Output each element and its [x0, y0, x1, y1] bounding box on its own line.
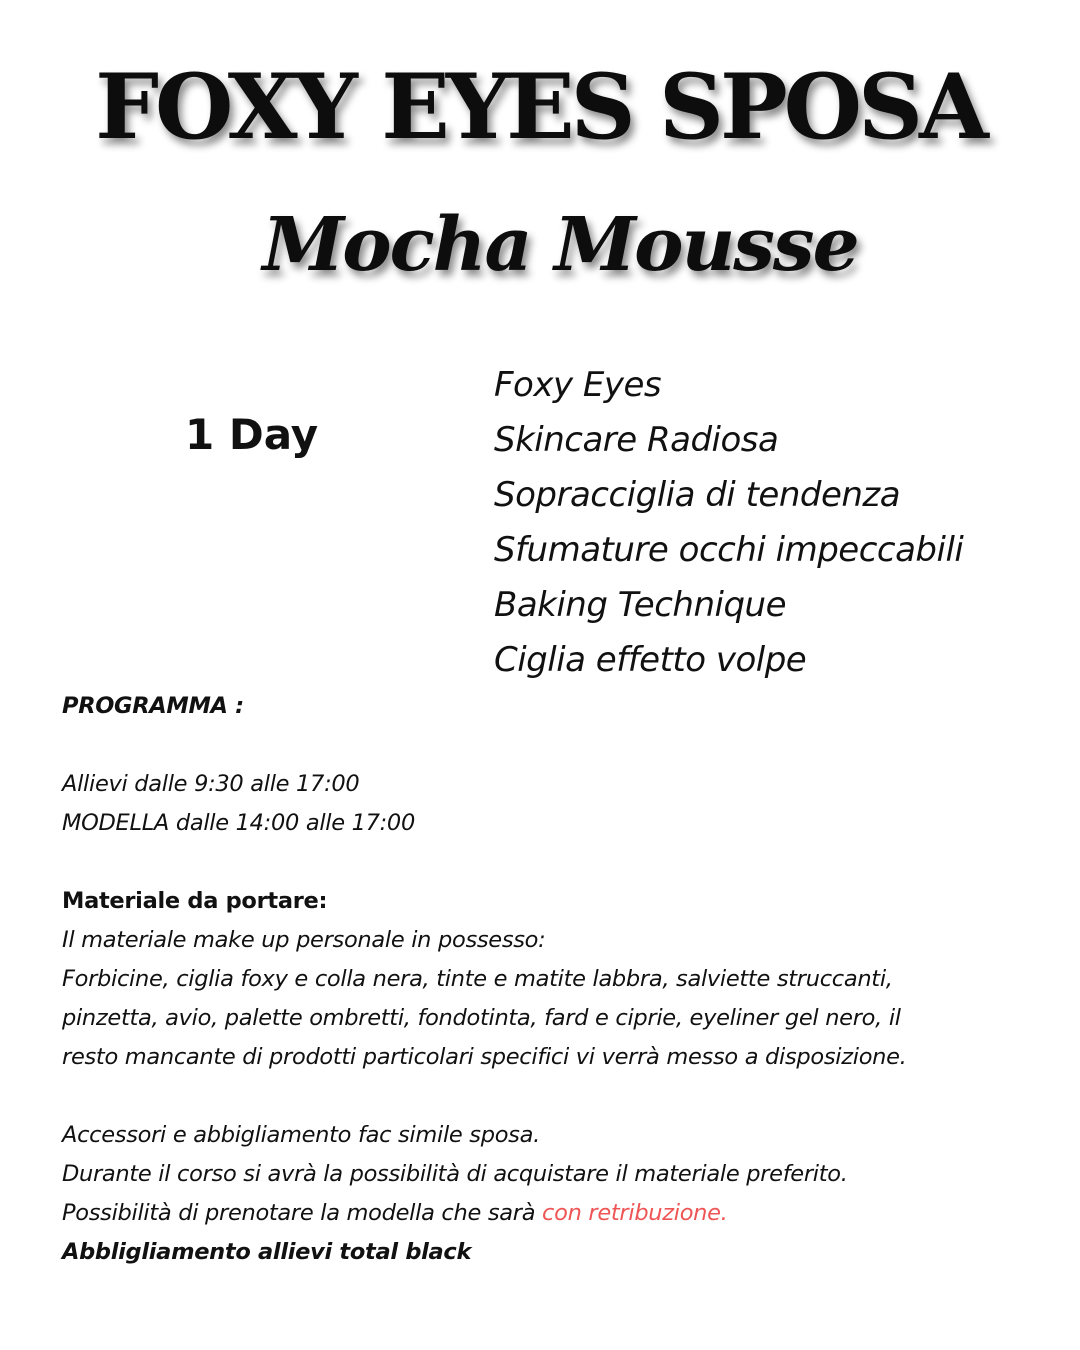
course-info: [62, 687, 1052, 1272]
spacer: [62, 843, 1052, 882]
purchase-note: Durante il corso si avrà la possibilità di acquistare il materiale preferito.: [62, 1161, 848, 1187]
page-title: FOXY EYES SPOSA: [95, 54, 985, 160]
schedule-model: MODELLA dalle 14:00 alle 17:00: [62, 810, 415, 836]
booking-text: Possibilità di prenotare la modella che sarà: [62, 1200, 543, 1226]
spacer: [62, 1077, 1052, 1116]
topic-item: Baking Technique: [494, 585, 787, 625]
materials-line: resto mancante di prodotti particolari specifici vi verrà messo a disposizione.: [62, 1044, 907, 1070]
payment-highlight: con retribuzione.: [542, 1200, 728, 1226]
dress-code: Abbligliamento allievi total black: [62, 1239, 472, 1265]
course-duration: 1 Day: [185, 410, 319, 459]
booking-note: [62, 1194, 1052, 1233]
materials-line: pinzetta, avio, palette ombretti, fondotinta, fard e ciprie, eyeliner gel nero, il: [62, 1005, 901, 1031]
topic-item: Skincare Radiosa: [494, 420, 779, 460]
spacer: [62, 726, 1052, 765]
materials-heading: Materiale da portare:: [62, 888, 328, 914]
accessories-note: Accessori e abbigliamento fac simile sposa.: [62, 1122, 540, 1148]
program-heading: PROGRAMMA :: [62, 693, 244, 719]
topic-item: Ciglia effetto volpe: [494, 640, 807, 680]
materials-line: Il materiale make up personale in possesso:: [62, 927, 546, 953]
schedule-students: Allievi dalle 9:30 alle 17:00: [62, 771, 360, 797]
materials-line: Forbicine, ciglia foxy e colla nera, tinte e matite labbra, salviette struccanti,: [62, 966, 893, 992]
topic-list: [494, 358, 963, 688]
topic-item: Sfumature occhi impeccabili: [494, 530, 964, 570]
topic-item: Sopracciglia di tendenza: [494, 475, 901, 515]
topic-item: Foxy Eyes: [494, 365, 662, 405]
page-subtitle: Mocha Mousse: [262, 202, 858, 288]
